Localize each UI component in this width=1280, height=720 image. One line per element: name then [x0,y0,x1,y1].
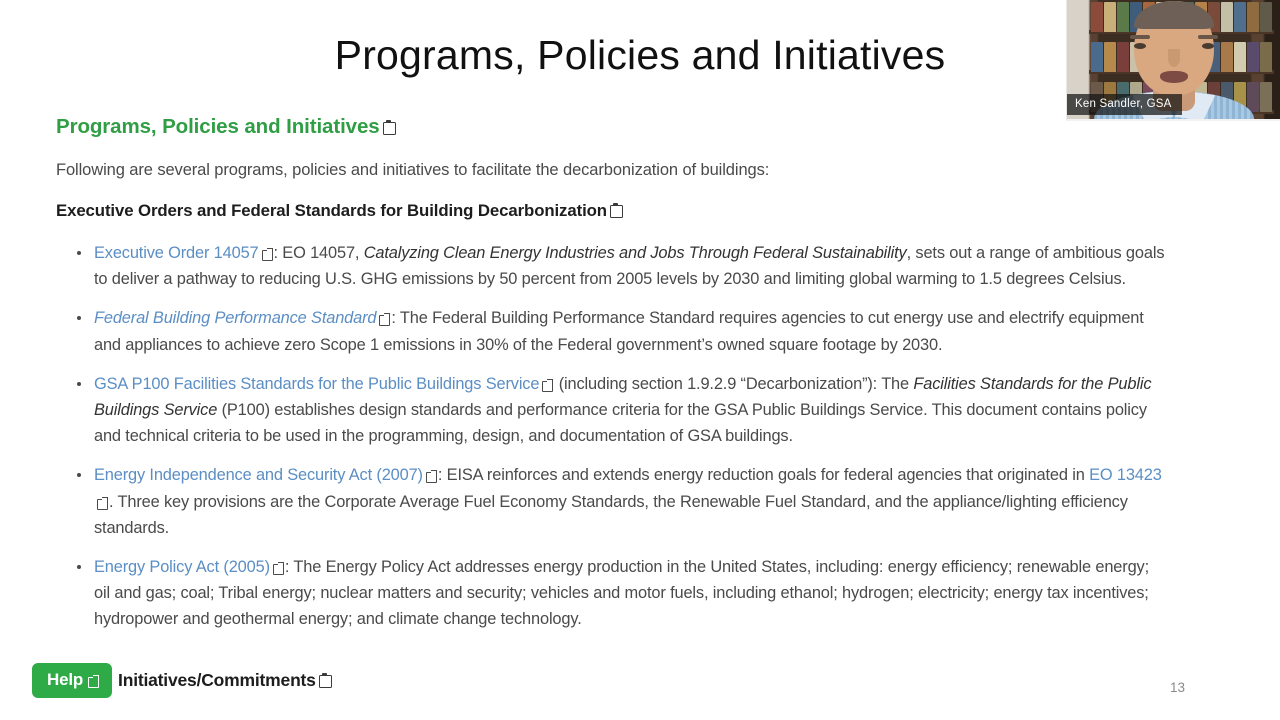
help-button-label: Help [47,670,84,689]
next-section-label: Initiatives/Commitments [118,670,316,690]
page-number: 13 [1169,680,1185,695]
intro-text: Following are several programs, policies and initiatives to facilitate the decarbonization of buildings: [56,161,770,179]
bullet-list [56,240,1166,633]
person-eye-right [1202,43,1214,49]
slide-body [56,115,1166,646]
help-button[interactable] [32,663,112,698]
external-link-icon[interactable] [273,562,284,573]
sub-heading [56,201,1166,221]
list-item [56,371,1166,450]
person-eyebrow-left [1130,35,1150,39]
person-eyebrow-right [1198,35,1218,39]
bullet-text-1: : EISA reinforces and extends energy reduction goals for federal agencies that originated in [437,466,1090,485]
list-item [56,305,1166,357]
link-gsa-p100-facilities-standards[interactable]: GSA P100 Facilities Standards for the Public Buildings Service [94,374,540,393]
external-link-icon[interactable] [426,470,437,481]
clipboard-icon[interactable] [383,120,394,133]
participant-name-label: Ken Sandler, GSA [1067,94,1182,115]
sub-heading-label: Executive Orders and Federal Standards for Building Decarbonization [56,201,607,220]
list-item [56,554,1166,633]
link-energy-independence-and-security-act-2007[interactable]: Energy Independence and Security Act (2007) [94,466,423,485]
clipboard-icon[interactable] [319,673,330,686]
person-nose [1168,49,1180,67]
list-item [56,462,1166,541]
bullet-text-1: : The Energy Policy Act addresses energy production in the United States, including: energy efficiency; renewable energy; oil and gas; coal; Tribal energy; nuclear matters and security; vehicles and motor fuels, including ethanol; hydrogen; electricity; energy tax incentives; hydropower and geothermal energy; and climate change technology. [94,558,1149,629]
list-item [56,240,1166,292]
link-energy-policy-act-2005[interactable]: Energy Policy Act (2005) [94,558,270,577]
external-link-icon[interactable] [262,248,273,259]
person-mouth [1160,71,1188,83]
section-heading [56,115,1166,139]
person-eye-left [1134,43,1146,49]
page-title: Programs, Policies and Initiatives [334,32,946,78]
bullet-text-2: . Three key provisions are the Corporate Average Fuel Economy Standards, the Renewable Fuel Standard, and the appliance/lighting efficiency standards. [94,492,1128,537]
bullet-text-1: : EO 14057, [273,244,364,262]
next-section-heading [118,670,330,691]
link-executive-order-14057[interactable]: Executive Order 14057 [94,244,259,262]
external-link-icon[interactable] [379,313,390,324]
bullet-italic-title: Catalyzing Clean Energy Industries and Jobs Through Federal Sustainability [363,244,907,262]
footer-row [32,663,330,698]
external-link-icon[interactable] [97,497,108,508]
webcam-video-overlay[interactable] [1066,0,1280,121]
clipboard-icon[interactable] [610,203,621,216]
section-heading-label: Programs, Policies and Initiatives [56,115,380,138]
external-link-icon [88,675,99,686]
external-link-icon[interactable] [542,379,553,390]
bullet-text-2: (P100) establishes design standards and performance criteria for the GSA Public Buildings Service. This document contains policy and technical criteria to be used in the programming, design, and documentation of GSA buildings. [94,401,1147,446]
bullet-text-1: (including section 1.9.2.9 “Decarbonization”): The [554,374,914,393]
bullet-text-2: , sets out a range of ambitious goals to deliver a pathway to reducing U.S. GHG emissions by 50 percent from 2005 levels by 2030 and limiting global warming to 1.5 degrees Celsius. [94,244,1165,289]
bullet-italic-title: Facilities Standards for the Public Buildings Service [94,374,1152,420]
link-eo-13423[interactable]: EO 13423 [1089,466,1162,485]
link-federal-building-performance-standard[interactable]: Federal Building Performance Standard [94,309,377,328]
bullet-text-1: : The Federal Building Performance Standard requires agencies to cut energy use and electrify equipment and appliances to achieve zero Scope 1 emissions in 30% of the Federal government’s owned square footage by 2030. [94,309,1144,354]
